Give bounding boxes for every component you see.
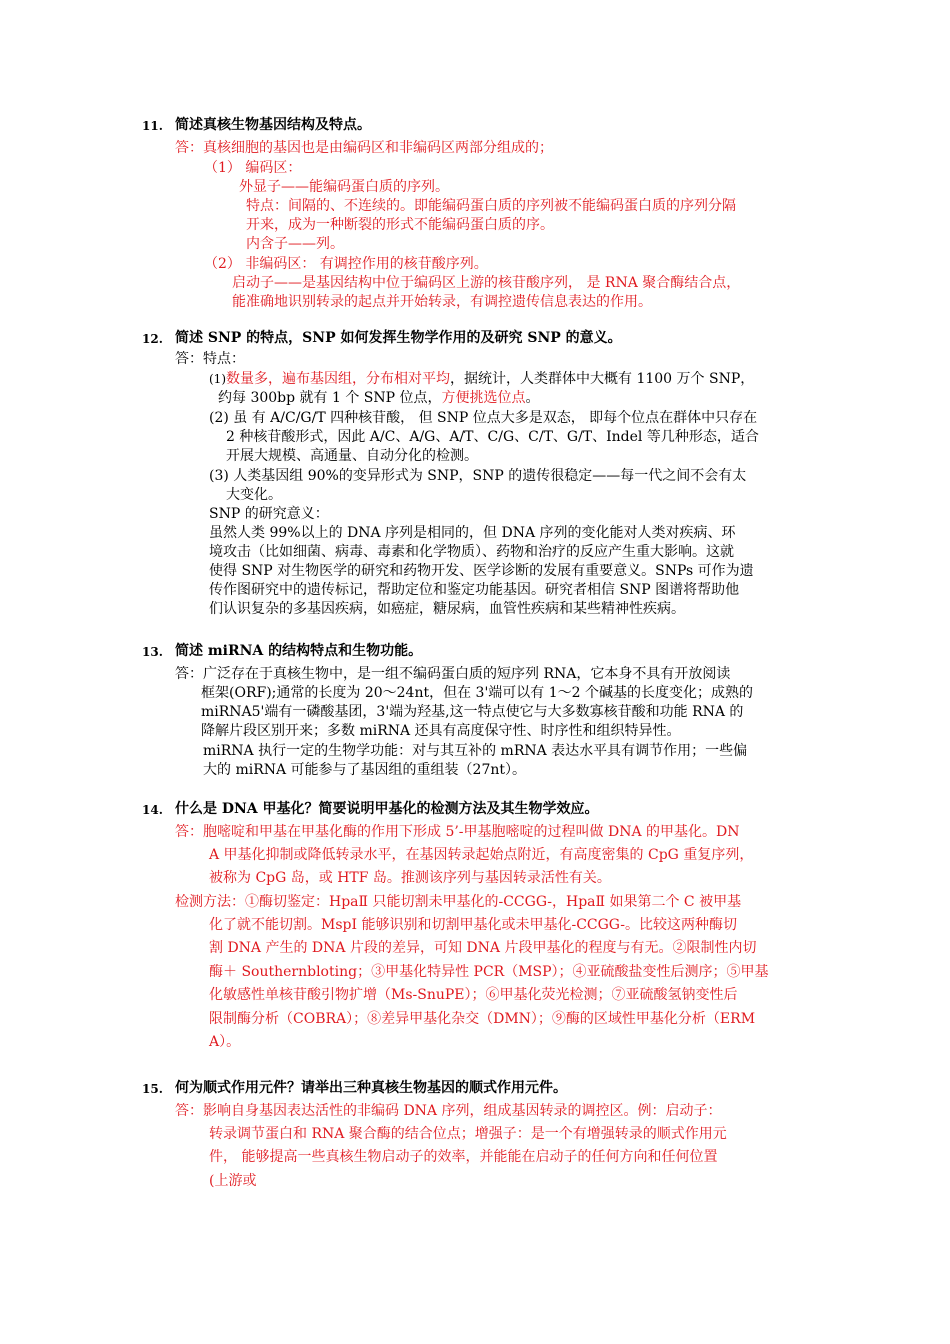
question-number: 12.: [142, 332, 163, 346]
answer-line: (2) 虽 有 A/C/G/T 四种核苷酸， 但 SNP 位点大多是双态， 即每个位点在群体中只存在: [209, 410, 758, 426]
answer-line: 特点：间隔的、不连续的。即能编码蛋白质的序列被不能编码蛋白质的序列分隔: [246, 198, 736, 214]
answer-line: 2 种核苷酸形式，因此 A/C、A/G、A/T、C/G、C/T、G/T、Indel 等几种形态，适合: [226, 429, 759, 445]
answer-line: A）。: [209, 1034, 241, 1050]
answer-line: 酶＋ Southernbloting；③甲基化特异性 PCR（MSP）；④亚硫酸盐变性后测序；⑤甲基: [209, 964, 769, 980]
answer-line: 传作图研究中的遗传标记，帮助定位和鉴定功能基因。研究者相信 SNP 图谱将帮助他: [209, 582, 740, 598]
question-number: 11.: [142, 119, 163, 133]
answer-line: 答：胞嘧啶和甲基在甲基化酶的作用下形成 5’-甲基胞嘧啶的过程叫做 DNA 的甲基化。DN: [175, 824, 740, 840]
list-marker: (1): [209, 372, 226, 386]
answer-line: A 甲基化抑制或降低转录水平，在基因转录起始点附近，有高度密集的 CpG 重复序列，: [209, 847, 754, 863]
highlight-text: 方便挑选位点: [441, 390, 526, 406]
answer-line: 答：影响自身基因表达活性的非编码 DNA 序列，组成基因转录的调控区。例：启动子：: [175, 1103, 722, 1119]
answer-line: miRNA5'端有一磷酸基团，3'端为羟基,这一特点使它与大多数寡核苷酸和功能 RNA 的: [201, 704, 744, 720]
answer-line: 使得 SNP 对生物医学的研究和药物开发、医学诊断的发展有重要意义。SNPs 可作为遗: [209, 563, 754, 579]
answer-line: 化敏感性单核苷酸引物扩增（Ms-SnuPE）；⑥甲基化荧光检测；⑦亚硫酸氢钠变性后: [209, 987, 738, 1003]
answer-line: SNP 的研究意义：: [209, 506, 329, 522]
answer-line: 割 DNA 产生的 DNA 片段的差异，可知 DNA 片段甲基化的程度与有无。②限制性内切: [209, 940, 757, 956]
highlight-text: 数量多，遍布基因组，分布相对平均: [226, 371, 450, 387]
answer-line: 外显子——能编码蛋白质的序列。: [239, 179, 449, 195]
answer-text: 约每 300bp 就有 1 个 SNP 位点，: [218, 390, 442, 406]
answer-line: （2） 非编码区： 有调控作用的核苷酸序列。: [204, 256, 488, 272]
answer-line: 大变化。: [226, 487, 282, 503]
answer-line: 检测方法：①酶切鉴定：HpaⅡ 只能切割未甲基化的-CCGG-，HpaⅡ 如果第二个 C 被甲基: [175, 894, 742, 910]
answer-line: 开展大规模、高通量、自动分化的检测。: [226, 448, 478, 464]
answer-line: 降解片段区别开来；多数 miRNA 还具有高度保守性、时序性和组织特异性。: [201, 723, 681, 739]
question-title: 何为顺式作用元件？请举出三种真核生物基因的顺式作用元件。: [175, 1080, 567, 1096]
answer-text: 。: [525, 390, 540, 406]
answer-line: (上游或: [209, 1173, 257, 1189]
answer-line: 转录调节蛋白和 RNA 聚合酶的结合位点；增强子：是一个有增强转录的顺式作用元: [209, 1126, 727, 1142]
answer-line: 开来，成为一种断裂的形式不能编码蛋白质的序。: [246, 217, 554, 233]
answer-line: (3) 人类基因组 90%的变异形式为 SNP，SNP 的遗传很稳定——每一代之间不会有太: [209, 468, 747, 484]
answer-text: ，据统计，人类群体中大概有 1100 万个 SNP，: [450, 371, 755, 387]
answer-line: [209, 370, 754, 388]
answer-line: miRNA 执行一定的生物学功能：对与其互补的 mRNA 表达水平具有调节作用；一些偏: [203, 743, 748, 759]
answer-line: 被称为 CpG 岛，或 HTF 岛。推测该序列与基因转录活性有关。: [209, 870, 611, 886]
answer-line: 启动子——是基因结构中位于编码区上游的核苷酸序列， 是 RNA 聚合酶结合点，: [232, 275, 741, 291]
answer-line: 答：特点：: [175, 351, 245, 367]
answer-line: [218, 389, 540, 407]
question-title: 简述 miRNA 的结构特点和生物功能。: [175, 643, 423, 659]
question-title: 简述真核生物基因结构及特点。: [175, 117, 371, 133]
question-number: 14.: [142, 803, 163, 817]
answer-line: （1） 编码区：: [204, 160, 302, 176]
answer-line: 们认识复杂的多基因疾病，如癌症，糖尿病，血管性疾病和某些精神性疾病。: [209, 601, 685, 617]
answer-line: 虽然人类 99%以上的 DNA 序列是相同的，但 DNA 序列的变化能对人类对疾病、环: [209, 525, 736, 541]
answer-line: 大的 miRNA 可能参与了基因组的重组装（27nt）。: [203, 762, 527, 778]
question-number: 15.: [142, 1082, 163, 1096]
answer-line: 件， 能够提高一些真核生物启动子的效率，并能能在启动子的任何方向和任何位置: [209, 1149, 718, 1165]
question-title: 简述 SNP 的特点，SNP 如何发挥生物学作用的及研究 SNP 的意义。: [175, 330, 622, 346]
answer-line: 化了就不能切割。MspⅠ 能够识别和切割甲基化或未甲基化-CCGG-。比较这两种酶切: [209, 917, 737, 933]
answer-line: 内含子——列。: [246, 236, 344, 252]
answer-line: 境攻击（比如细菌、病毒、毒素和化学物质）、药物和治疗的反应产生重大影响。这就: [209, 544, 734, 560]
answer-line: 能准确地识别转录的起点并开始转录，有调控遗传信息表达的作用。: [232, 294, 652, 310]
answer-line: 答：广泛存在于真核生物中，是一组不编码蛋白质的短序列 RNA，它本身不具有开放阅读: [175, 666, 731, 682]
question-title: 什么是 DNA 甲基化？简要说明甲基化的检测方法及其生物学效应。: [175, 801, 599, 817]
answer-line: 框架(ORF);通常的长度为 20～24nt，但在 3'端可以有 1～2 个碱基的长度变化；成熟的: [201, 685, 754, 701]
answer-line: 限制酶分析（COBRA）；⑧差异甲基化杂交（DMN）；⑨酶的区域性甲基化分析（ERM: [209, 1011, 756, 1027]
answer-line: 答：真核细胞的基因也是由编码区和非编码区两部分组成的；: [175, 140, 553, 156]
question-number: 13.: [142, 645, 163, 659]
